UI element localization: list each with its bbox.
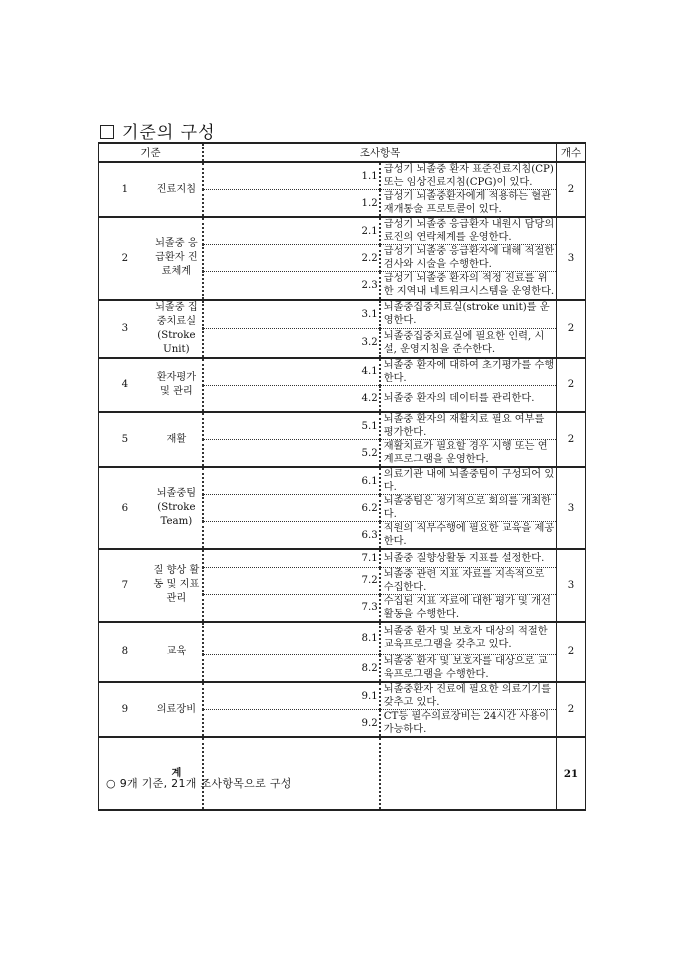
standard-number: 8	[99, 622, 151, 683]
item-id: 1.1	[203, 162, 380, 190]
total-label: 계	[151, 737, 203, 810]
item-text: 뇌졸중집중치료실에 필요한 인력, 시설, 운영지침을 준수한다.	[380, 329, 557, 358]
total-count: 21	[557, 737, 586, 810]
standard-name: 환자평가 및 관리	[151, 358, 203, 413]
item-text: 수집된 지표 자료에 대한 평가 및 개선활동을 수행한다.	[380, 594, 557, 622]
item-id: 4.1	[203, 358, 380, 386]
item-id: 8.1	[203, 622, 380, 655]
standard-count: 2	[557, 412, 586, 467]
item-text: 뇌졸중집중치료실(stroke unit)를 운영한다.	[380, 300, 557, 329]
standard-count: 2	[557, 682, 586, 737]
section-title: 기준의 구성	[122, 123, 216, 143]
table-row	[99, 682, 586, 710]
item-id: 7.1	[203, 549, 380, 567]
item-text: 뇌졸중 환자 및 보호자를 대상으로 교육프로그램을 수행한다.	[380, 655, 557, 683]
standard-name: 질 향상 활동 및 지표관리	[151, 549, 203, 622]
item-text: CT등 필수의료장비는 24시간 사용이 가능하다.	[380, 710, 557, 738]
item-text: 급성기 뇌졸중 응급환자 내원시 담당의료진의 연락체계를 운영한다.	[380, 217, 557, 245]
item-id: 5.1	[203, 412, 380, 440]
standard-name: 의료장비	[151, 682, 203, 737]
item-id: 1.2	[203, 190, 380, 218]
footnote: ○ 9개 기준, 21개 조사항목으로 구성	[106, 777, 292, 790]
total-empty-id	[203, 737, 380, 810]
standard-name: 뇌졸중 집중치료실 (Stroke Unit)	[151, 300, 203, 358]
item-id: 8.2	[203, 655, 380, 683]
item-text: 뇌졸중 환자에 대하여 초기평가를 수행한다.	[380, 358, 557, 386]
table-row	[99, 622, 586, 655]
item-id: 6.1	[203, 467, 380, 495]
standard-count: 3	[557, 217, 586, 300]
standard-number: 5	[99, 412, 151, 467]
item-text: 뇌졸중 환자의 데이터를 관리한다.	[380, 385, 557, 412]
standard-count: 2	[557, 622, 586, 683]
standard-number: 6	[99, 467, 151, 549]
item-text: 급성기 뇌졸중 환자의 적정 진료를 위한 지역내 네트워크시스템을 운영한다.	[380, 272, 557, 300]
standard-count: 2	[557, 162, 586, 217]
item-text: 뇌졸중 환자의 재활치료 필요 여부를 평가한다.	[380, 412, 557, 440]
item-id: 2.2	[203, 245, 380, 272]
standard-name: 뇌졸중 응급환자 진료체계	[151, 217, 203, 300]
standard-name: 교육	[151, 622, 203, 683]
standard-name: 재활	[151, 412, 203, 467]
standard-name: 진료지침	[151, 162, 203, 217]
checkbox-square-icon	[100, 125, 114, 139]
section-heading	[100, 118, 216, 143]
item-id: 9.1	[203, 682, 380, 710]
item-text: 뇌졸중환자 진료에 필요한 의료기기를 갖추고 있다.	[380, 682, 557, 710]
item-id: 4.2	[203, 385, 380, 412]
item-id: 5.2	[203, 440, 380, 468]
total-spacer	[99, 737, 151, 810]
header-standard: 기준	[99, 143, 204, 162]
item-text: 뇌졸중 질향상활동 지표를 설정한다.	[380, 549, 557, 567]
item-id: 2.1	[203, 217, 380, 245]
standard-name: 뇌졸중팀 (Stroke Team)	[151, 467, 203, 549]
item-text: 뇌졸중팀은 정기적으로 회의를 개최한다.	[380, 495, 557, 522]
table-row	[99, 300, 586, 329]
item-id: 3.2	[203, 329, 380, 358]
item-id: 9.2	[203, 710, 380, 738]
total-empty-item	[380, 737, 557, 810]
standard-number: 9	[99, 682, 151, 737]
item-text: 급성기 뇌졸중 환자 표준진료지침(CP)또는 임상진료지침(CPG)이 있다.	[380, 162, 557, 190]
header-count: 개수	[557, 143, 586, 162]
item-id: 6.2	[203, 495, 380, 522]
item-id: 7.2	[203, 567, 380, 594]
standard-count: 2	[557, 300, 586, 358]
item-text: 급성기 뇌졸중 응급환자에 대해 적절한 검사와 시술을 수행한다.	[380, 245, 557, 272]
standard-count: 2	[557, 358, 586, 413]
item-text: 급성기 뇌졸중환자에게 적용하는 혈관 재개통술 프로토콜이 있다.	[380, 190, 557, 218]
standard-number: 1	[99, 162, 151, 217]
item-id: 6.3	[203, 522, 380, 550]
table-row	[99, 467, 586, 495]
standard-count: 3	[557, 467, 586, 549]
total-row	[99, 737, 586, 810]
item-text: 재활치료가 필요할 경우 시행 또는 연계프로그램을 운영한다.	[380, 440, 557, 468]
standards-table	[98, 142, 586, 811]
standard-number: 4	[99, 358, 151, 413]
item-text: 의료기관 내에 뇌졸중팀이 구성되어 있다.	[380, 467, 557, 495]
table-row	[99, 217, 586, 245]
table-header-row	[99, 143, 586, 162]
item-id: 2.3	[203, 272, 380, 300]
item-text: 뇌졸중 환자 및 보호자 대상의 적절한 교육프로그램을 갖추고 있다.	[380, 622, 557, 655]
standard-number: 2	[99, 217, 151, 300]
table-row	[99, 412, 586, 440]
item-text: 뇌졸중 관련 지표 자료를 지속적으로 수집한다.	[380, 567, 557, 594]
table-row	[99, 358, 586, 386]
header-item: 조사항목	[203, 143, 557, 162]
table-row	[99, 162, 586, 190]
standard-number: 3	[99, 300, 151, 358]
table-row	[99, 549, 586, 567]
standard-count: 3	[557, 549, 586, 622]
item-id: 3.1	[203, 300, 380, 329]
item-text: 직원의 직무수행에 필요한 교육을 제공한다.	[380, 522, 557, 550]
item-id: 7.3	[203, 594, 380, 622]
table-body	[99, 162, 586, 810]
standard-number: 7	[99, 549, 151, 622]
